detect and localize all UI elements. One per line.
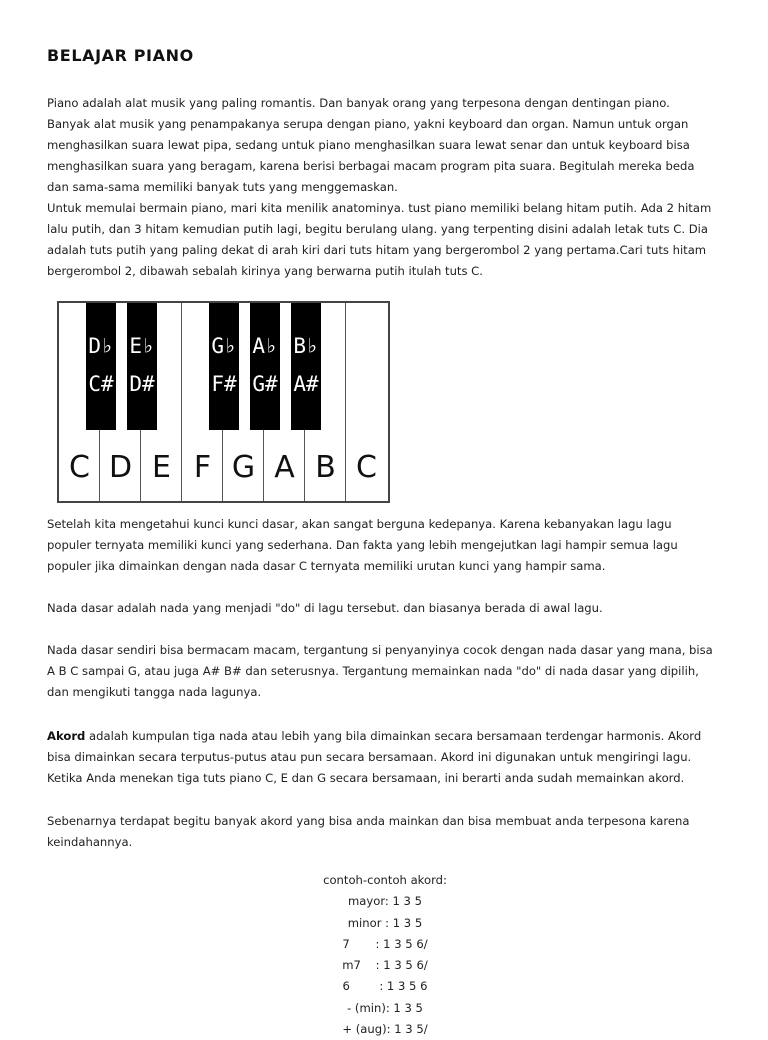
intro-line: dan sama-sama memiliki banyak tuts yang menggemaskan. [47, 180, 398, 194]
white-key-c-high [346, 303, 387, 501]
chord-example-item: - (min): 1 3 5 [347, 1000, 423, 1015]
akord-definition: adalah kumpulan tiga nada atau lebih yang bila dimainkan secara bersamaan terdengar harmonis. Akord [85, 729, 702, 743]
black-key-flat-label: G♭ [211, 334, 237, 358]
black-key-g-sharp [250, 303, 280, 430]
paragraph-line: dan mengikuti tangga nada lagunya. [47, 685, 262, 699]
intro-paragraph [47, 93, 737, 282]
chord-example-item: + (aug): 1 3 5/ [342, 1022, 428, 1037]
intro-line: lalu putih, dan 3 hitam kemudian putih lagi, begitu berulang ulang. yang terpenting disini adalah letak tuts C. Dia [47, 222, 708, 236]
paragraph-line: A B C sampai G, atau juga A# B# dan seterusnya. Tergantung memainkan nada "do" di nada dasar yang dipilih, [47, 664, 699, 678]
paragraph-akord [47, 726, 737, 789]
white-key-label: C [356, 450, 377, 485]
chord-example-item: mayor: 1 3 5 [347, 894, 422, 909]
paragraph-nada-dasar-macam [47, 640, 737, 703]
paragraph-line: populer jika dimainkan dengan nada dasar C ternyata memiliki urutan kunci yang hampir sama. [47, 559, 606, 573]
black-key-flat-label: A♭ [252, 334, 278, 358]
white-key-label: E [152, 450, 171, 485]
chord-example-item: 7 : 1 3 5 6/ [342, 936, 428, 951]
intro-line: menghasilkan suara yang beragam, karena berisi berbagai macam program pita suara. Begitulah mereka beda [47, 159, 695, 173]
paragraph-banyak-akord [47, 811, 737, 853]
paragraph-line: Setelah kita mengetahui kunci kunci dasar, akan sangat berguna kedepanya. Karena kebanyakan lagu lagu [47, 517, 672, 531]
intro-line: menghasilkan suara lewat pipa, sedang untuk piano menghasilkan suara lewat senar dan untuk keyboard bisa [47, 138, 690, 152]
black-key-flat-label: B♭ [293, 334, 319, 358]
paragraph-line: Ketika Anda menekan tiga tuts piano C, E dan G secara bersamaan, ini berarti anda sudah memainkan akord. [47, 771, 685, 785]
paragraph-line: bisa dimainkan secara terputus-putus atau pun secara bersamaan. Akord ini digunakan untuk mengiringi lagu. [47, 750, 692, 764]
paragraph-line: Nada dasar adalah nada yang menjadi "do" di lagu tersebut. dan biasanya berada di awal lagu. [47, 601, 603, 615]
black-key-f-sharp [209, 303, 239, 430]
chord-example-item: 6 : 1 3 5 6 [342, 979, 428, 994]
white-key-label: C [69, 450, 90, 485]
black-key-sharp-label: F# [211, 372, 237, 396]
chord-example-item: minor : 1 3 5 [347, 915, 423, 930]
intro-line: Untuk memulai bermain piano, mari kita menilik anatominya. tust piano memiliki belang hitam putih. Ada 2 hitam [47, 201, 712, 215]
white-key-label: B [315, 450, 336, 485]
white-key-label: A [274, 450, 295, 485]
paragraph-line [47, 726, 737, 747]
black-key-d-sharp [127, 303, 157, 430]
black-key-flat-label: D♭ [88, 334, 114, 358]
paragraph-line: keindahannya. [47, 835, 133, 849]
page-title: BELAJAR PIANO [47, 46, 194, 65]
white-key-label: G [231, 450, 256, 485]
black-key-sharp-label: G# [252, 372, 278, 396]
akord-term: Akord [47, 729, 86, 743]
black-key-flat-label: E♭ [129, 334, 155, 358]
black-key-sharp-label: D# [129, 372, 155, 396]
paragraph-nada-dasar [47, 598, 737, 619]
black-key-sharp-label: C# [88, 372, 114, 396]
paragraph-line: Nada dasar sendiri bisa bermacam macam, tergantung si penyanyinya cocok dengan nada dasar yang mana, bisa [47, 643, 713, 657]
chord-examples-list [300, 870, 470, 1040]
paragraph-line: Sebenarnya terdapat begitu banyak akord yang bisa anda mainkan dan bisa membuat anda terpesona karena [47, 814, 690, 828]
white-key-label: D [108, 450, 133, 485]
intro-line: Banyak alat musik yang penampakanya serupa dengan piano, yakni keyboard dan organ. Namun untuk organ [47, 117, 689, 131]
white-key-label: F [193, 450, 212, 485]
black-key-sharp-label: A# [293, 372, 319, 396]
paragraph-line: populer ternyata memiliki kunci yang sederhana. Dan fakta yang lebih mengejutkan lagi hampir semua lagu [47, 538, 678, 552]
black-key-c-sharp [86, 303, 116, 430]
piano-keyboard-illustration [57, 301, 390, 503]
intro-line: Piano adalah alat musik yang paling romantis. Dan banyak orang yang terpesona dengan dentingan piano. [47, 96, 670, 110]
intro-line: bergerombol 2, dibawah sebalah kirinya yang berwarna putih itulah tuts C. [47, 264, 483, 278]
chord-example-item: m7 : 1 3 5 6/ [342, 958, 428, 973]
intro-line: adalah tuts putih yang paling dekat di arah kiri dari tuts hitam yang bergerombol 2 yang pertama.Cari tuts hitam [47, 243, 707, 257]
paragraph-kunci-dasar [47, 514, 737, 577]
chord-examples-heading: contoh-contoh akord: [323, 873, 447, 887]
black-key-a-sharp [291, 303, 321, 430]
